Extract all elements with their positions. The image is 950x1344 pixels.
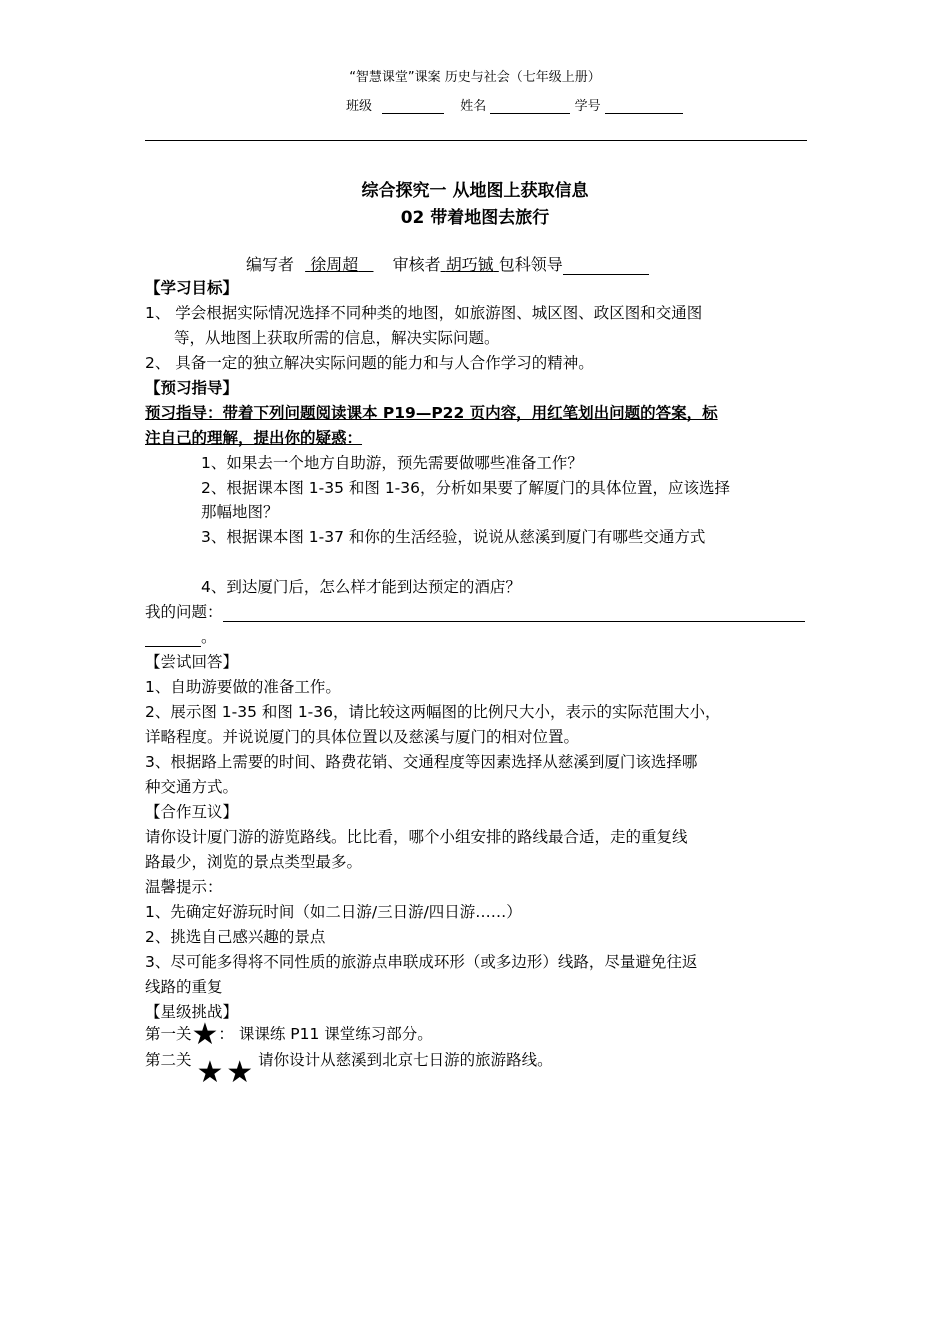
my-question-label: 我的问题： — [145, 603, 223, 621]
name-blank[interactable] — [490, 99, 570, 114]
preview-question-1: 1、如果去一个地方自助游，预先需要做哪些准备工作？ — [201, 454, 583, 472]
my-question-end: 。 — [201, 628, 217, 646]
coop-task: 请你设计厦门游的游览路线。比比看，哪个小组安排的路线最合适，走的重复线 — [145, 828, 688, 846]
challenge-heading: 【星级挑战】 — [145, 1003, 239, 1021]
my-question-blank[interactable] — [223, 607, 805, 622]
preview-question-3: 3、根据课本图 1-37 和你的生活经验，说说从慈溪到厦门有哪些交通方式 — [201, 528, 706, 546]
goal-item-2: 2、 具备一定的独立解决实际问题的能力和与人合作学习的精神。 — [145, 354, 594, 372]
level-1-label: 第一关 — [145, 1025, 192, 1043]
star-icon: ★ — [191, 1016, 219, 1052]
leader-label: 包科领导 — [498, 255, 563, 274]
try-heading: 【尝试回答】 — [145, 653, 239, 671]
reviewer-name: 胡巧铖 — [445, 255, 494, 274]
leader-blank[interactable] — [563, 260, 649, 275]
reviewer-label: 审核者 — [392, 255, 441, 274]
header-title: “智慧课堂”课案 历史与社会（七年级上册） — [349, 70, 601, 85]
try-answer-1: 1、自助游要做的准备工作。 — [145, 678, 341, 696]
preview-instruction-cont: 注自己的理解，提出你的疑惑： — [145, 429, 363, 447]
coop-heading: 【合作互议】 — [145, 803, 239, 821]
id-blank[interactable] — [605, 99, 683, 114]
level-1-text: ： 课课练 P11 课堂练习部分。 — [218, 1025, 433, 1043]
goals-heading: 【学习目标】 — [145, 279, 239, 297]
my-question-line-2 — [145, 625, 217, 647]
challenge-level-1 — [145, 1016, 433, 1052]
star-icon: ★ — [226, 1054, 254, 1090]
preview-question-4: 4、到达厦门后，怎么样才能到达预定的酒店？ — [201, 578, 521, 596]
class-blank[interactable] — [382, 99, 444, 114]
preview-question-2: 2、根据课本图 1-35 和图 1-36，分析如果要了解厦门的具体位置，应该选择 — [201, 479, 731, 497]
goal-item-1: 1、 学会根据实际情况选择不同种类的地图，如旅游图、城区图、政区图和交通图 — [145, 304, 703, 322]
coop-tip-3-cont: 线路的重复 — [145, 978, 223, 996]
level-2-label: 第二关 — [145, 1051, 192, 1069]
authors-line — [246, 252, 649, 275]
star-icon: ★ — [196, 1054, 224, 1090]
preview-instruction: 预习指导：带着下列问题阅读课本 P19—P22 页内容，用红笔划出问题的答案，标 — [145, 404, 718, 422]
id-label: 学号 — [574, 99, 601, 114]
header-fields — [346, 95, 683, 114]
try-answer-3: 3、根据路上需要的时间、路费花销、交通程度等因素选择从慈溪到厦门该选择哪 — [145, 753, 698, 771]
coop-task-cont: 路最少，浏览的景点类型最多。 — [145, 853, 363, 871]
writer-name: 徐周超 — [310, 255, 359, 274]
preview-question-2-cont: 那幅地图？ — [201, 503, 279, 521]
level-2-text: 请你设计从慈溪到北京七日游的旅游路线。 — [258, 1051, 553, 1069]
challenge-level-2 — [145, 1048, 553, 1090]
writer-label: 编写者 — [246, 255, 295, 274]
page-subtitle: 02 带着地图去旅行 — [400, 208, 550, 228]
my-question-blank-2[interactable] — [145, 632, 201, 647]
header-divider — [145, 140, 807, 141]
class-label: 班级 — [346, 99, 373, 114]
try-answer-2: 2、展示图 1-35 和图 1-36，请比较这两幅图的比例尺大小，表示的实际范围大小， — [145, 703, 721, 721]
my-question-line — [145, 600, 805, 622]
coop-tip-2: 2、挑选自己感兴趣的景点 — [145, 928, 326, 946]
name-label: 姓名 — [460, 99, 487, 114]
goal-item-1-cont: 等，从地图上获取所需的信息，解决实际问题。 — [174, 329, 500, 347]
page-title: 综合探究一 从地图上获取信息 — [361, 181, 589, 201]
try-answer-2-cont: 详略程度。并说说厦门的具体位置以及慈溪与厦门的相对位置。 — [145, 728, 580, 746]
coop-tip-3: 3、尽可能多得将不同性质的旅游点串联成环形（或多边形）线路，尽量避免往返 — [145, 953, 698, 971]
coop-tip-1: 1、先确定好游玩时间（如二日游/三日游/四日游……） — [145, 903, 522, 921]
coop-tips-label: 温馨提示： — [145, 878, 223, 896]
preview-heading: 【预习指导】 — [145, 379, 239, 397]
try-answer-3-cont: 种交通方式。 — [145, 778, 239, 796]
